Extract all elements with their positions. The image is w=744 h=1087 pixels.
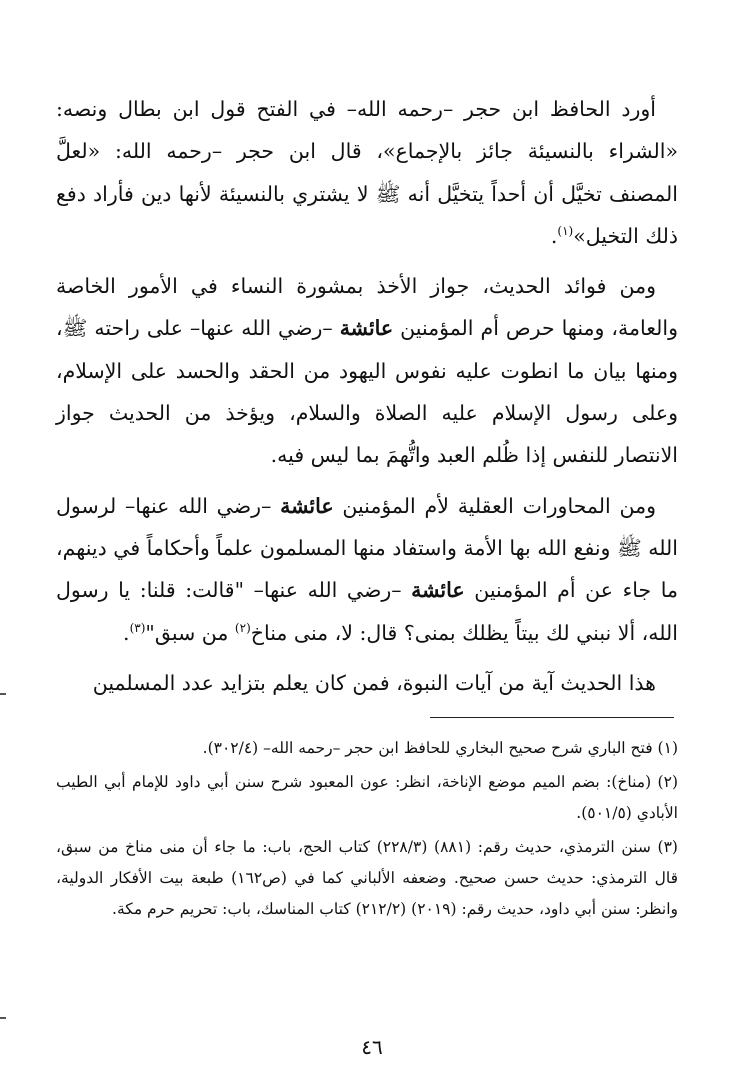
text-run: –رضي الله عنها– على راحته ﷺ، ومنها بيان ما انطوت عليه نفوس اليهود من الحقد والحسد على الإسلام، وعلى رسول الإسلام عليه الصلاة والسلام، ويؤخذ من الحديث جواز الانتصار للنفس إذا ظُلم العبد واتُّهمَ بما ليس فيه. bbox=[56, 316, 678, 468]
footnotes bbox=[56, 733, 678, 928]
text-run: ومن فوائد الحديث، جواز الأخذ بمشورة النساء في الأمور الخاصة والعامة، ومنها حرص أم المؤمنين bbox=[56, 274, 678, 341]
scan-edge-mark bbox=[0, 693, 6, 695]
page-number: ٤٦ bbox=[361, 1035, 383, 1059]
paragraph bbox=[56, 265, 678, 476]
footnote-reference: (٣) bbox=[129, 620, 146, 635]
text-run: . bbox=[123, 620, 130, 645]
text-run: هذا الحديث آية من آيات النبوة، فمن كان يعلم بتزايد عدد المسلمين bbox=[92, 670, 656, 695]
paragraph bbox=[56, 88, 678, 257]
paragraph bbox=[56, 485, 678, 654]
text-run: أورد الحافظ ابن حجر –رحمه الله– في الفتح قول ابن بطال ونصه: «الشراء بالنسيئة جائز بالإجماع»، قال ابن حجر –رحمه الله: «لعلَّ المصنف تخيَّل أن أحداً يتخيَّل أنه ﷺ لا يشتري بالنسيئة لأنها دين فأراد دفع ذلك التخيل» bbox=[56, 97, 678, 248]
bold-name: عائشة bbox=[280, 493, 334, 518]
paragraph bbox=[56, 662, 678, 704]
text-run: ومن المحاورات العقلية لأم المؤمنين bbox=[333, 493, 656, 518]
scan-edge-mark bbox=[0, 1017, 6, 1019]
text-run: –رضي الله عنها– لرسول الله ﷺ ونفع الله بها الأمة واستفاد منها المسلمون علماً وأحكاماً في دينهم، ما جاء عن أم المؤمنين bbox=[56, 493, 678, 603]
text-run: –رضي الله عنها– "قالت: قلنا: يا رسول الله، ألا نبني لك بيتاً يظلك بمنى؟ قال: لا، منى مناخ bbox=[56, 578, 678, 645]
main-text bbox=[56, 88, 678, 704]
footnote-separator bbox=[430, 717, 674, 718]
footnote-3: (٣) سنن الترمذي، حديث رقم: (٨٨١) (٢٢٨/٣) كتاب الحج، باب: ما جاء أن منى مناخ من سبق، قال الترمذي: حديث حسن صحيح. وضعفه الألباني كما في (ص١٦٢) طبعة بيت الأفكار الدولية، وانظر: سنن أبي داود، حديث رقم: (٢٠١٩) (٢١٢/٢) كتاب المناسك، باب: تحريم حرم مكة. bbox=[56, 838, 678, 918]
footnote-2: (٢) (مناخ): بضم الميم موضع الإناخة، انظر: عون المعبود شرح سنن أبي داود للإمام أبي الطيب الأبادي (٥٠١/٥). bbox=[56, 773, 678, 822]
bold-name: عائشة bbox=[411, 578, 465, 603]
text-run: . bbox=[550, 223, 558, 248]
footnote-reference: (٢) bbox=[234, 620, 251, 635]
text-run: من سبق" bbox=[145, 620, 235, 645]
footnote-1: (١) فتح الباري شرح صحيح البخاري للحافظ ابن حجر –رحمه الله– (٣٠٢/٤). bbox=[202, 739, 678, 757]
bold-name: عائشة bbox=[339, 316, 394, 341]
footnote-reference: (١) bbox=[557, 223, 574, 238]
